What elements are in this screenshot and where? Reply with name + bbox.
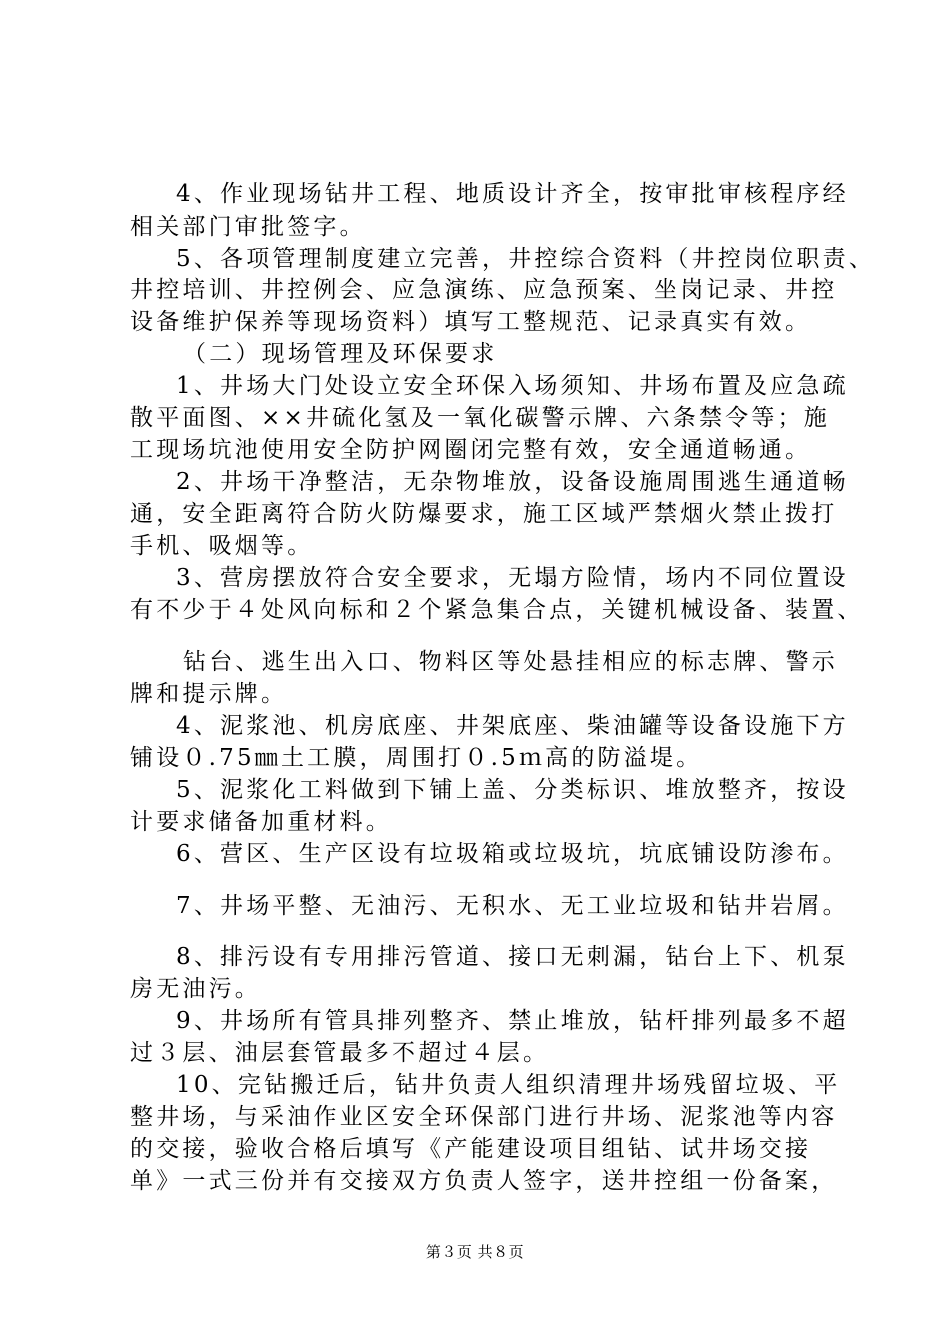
paragraph-line: 5、泥浆化工料做到下铺上盖、分类标识、堆放整齐，按设 (176, 777, 849, 803)
paragraph-line: 3、营房摆放符合安全要求，无塌方险情，场内不同位置设 (176, 565, 849, 591)
paragraph-line: 的交接，验收合格后填写《产能建设项目组钻、试井场交接 (130, 1136, 812, 1162)
paragraph-line: 井控培训、井控例会、应急演练、应急预案、坐岗记录、井控 (130, 277, 838, 303)
paragraph-line: 有不少于４处风向标和２个紧急集合点，关键机械设备、装置、 (130, 597, 864, 623)
paragraph-line: 8、排污设有专用排污管道、接口无刺漏，钻台上下、机泵 (176, 944, 849, 970)
paragraph-line: 散平面图、××井硫化氢及一氧化碳警示牌、六条禁令等；施 (130, 405, 830, 431)
paragraph-line: 单》一式三份并有交接双方负责人签字，送井控组一份备案， (130, 1168, 838, 1194)
paragraph-line: 4、作业现场钻井工程、地质设计齐全，按审批审核程序经 (176, 181, 849, 207)
paragraph-line: 整井场，与采油作业区安全环保部门进行井场、泥浆池等内容 (130, 1104, 838, 1130)
paragraph-line: 2、井场干净整洁，无杂物堆放，设备设施周围逃生通道畅 (176, 469, 849, 495)
paragraph-line: 通，安全距离符合防火防爆要求，施工区域严禁烟火禁止拨打 (130, 501, 838, 527)
paragraph-line: 房无油污。 (130, 976, 261, 1002)
paragraph-line: 6、营区、生产区设有垃圾箱或垃圾坑，坑底铺设防渗布。 (176, 841, 849, 867)
paragraph-line: 7、井场平整、无油污、无积水、无工业垃圾和钻井岩屑。 (176, 893, 849, 919)
paragraph-line: 9、井场所有管具排列整齐、禁止堆放，钻杆排列最多不超 (176, 1008, 849, 1034)
section-heading: （二）现场管理及环保要求 (183, 341, 498, 367)
paragraph-line: 过３层、油层套管最多不超过４层。 (130, 1040, 550, 1066)
paragraph-line: 5、各项管理制度建立完善，井控综合资料（井控岗位职责、 (176, 246, 876, 272)
paragraph-line: 1、井场大门处设立安全环保入场须知、井场布置及应急疏 (176, 373, 849, 399)
paragraph-line: 4、泥浆池、机房底座、井架底座、柴油罐等设备设施下方 (176, 713, 849, 739)
paragraph-line: 10、完钻搬迁后，钻井负责人组织清理井场残留垃圾、平 (176, 1072, 841, 1098)
paragraph-line: 手机、吸烟等。 (130, 533, 314, 559)
paragraph-line: 计要求储备加重材料。 (130, 809, 392, 835)
page-number-footer: 第３页 共８页 (425, 1243, 525, 1261)
paragraph-line: 牌和提示牌。 (130, 681, 288, 707)
paragraph-line: 钻台、逃生出入口、物料区等处悬挂相应的标志牌、警示 (183, 649, 838, 675)
paragraph-line: 设备维护保养等现场资料）填写工整规范、记录真实有效。 (130, 309, 812, 335)
paragraph-line: 铺设０.75㎜土工膜，周围打０.5ｍ高的防溢堤。 (130, 745, 703, 771)
paragraph-line: 工现场坑池使用安全防护网圈闭完整有效，安全通道畅通。 (130, 437, 812, 463)
paragraph-line: 相关部门审批签字。 (130, 214, 366, 240)
